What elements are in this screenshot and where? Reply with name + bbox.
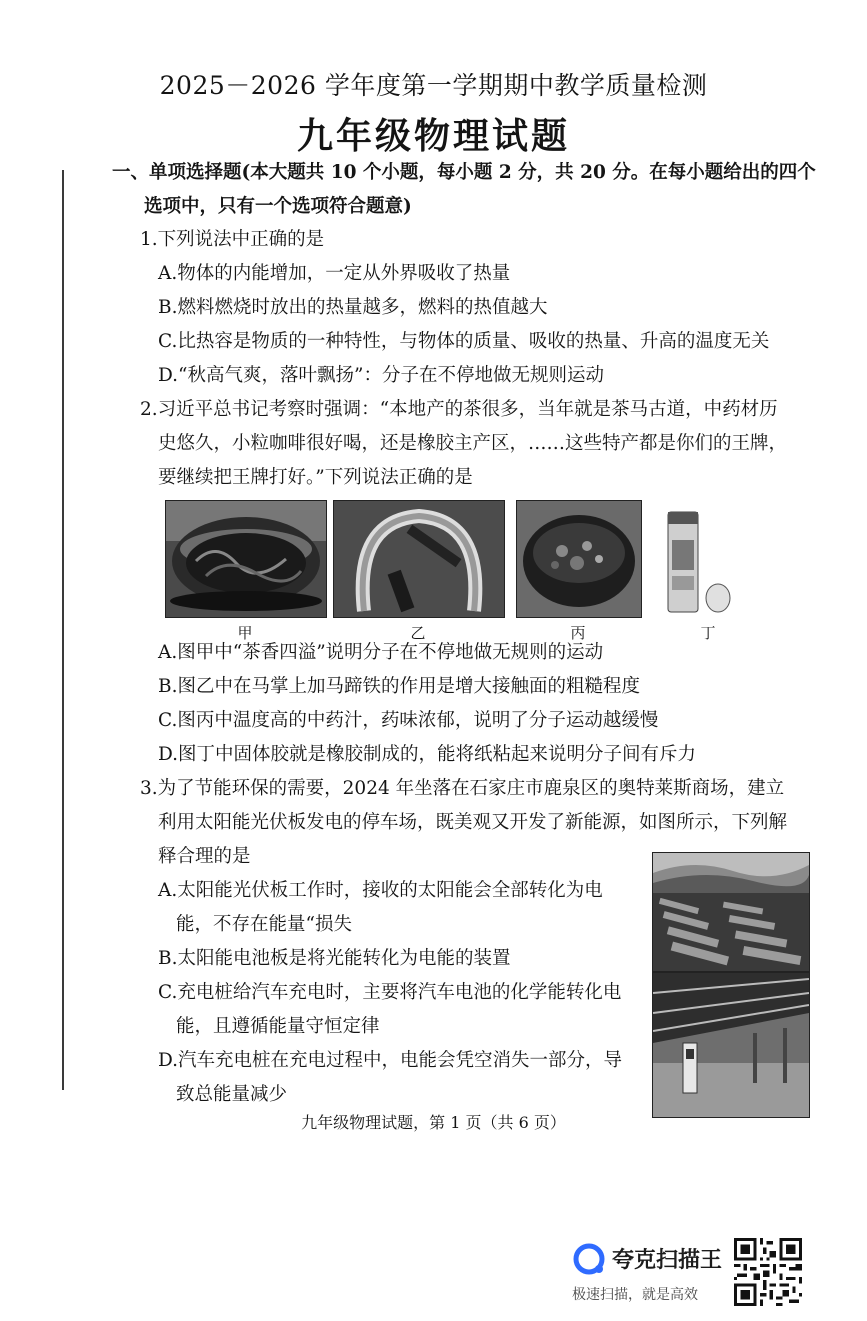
caption-ding: 丁 [700, 624, 716, 642]
watermark-brand: 夸克扫描王 [612, 1248, 723, 1273]
photo-herbal-medicine [516, 500, 642, 618]
page-footer: 九年级物理试题，第 1 页（共 6 页） [301, 1113, 566, 1132]
q1-stem: 1.下列说法中正确的是 [140, 229, 325, 250]
section-heading-line2: 选项中，只有一个选项符合题意) [144, 196, 412, 217]
q1-option-c: C.比热容是物质的一种特性，与物体的质量、吸收的热量、升高的温度无关 [158, 331, 770, 352]
qr-code-icon [734, 1238, 802, 1306]
quark-logo-icon [572, 1242, 606, 1276]
binding-margin-line [62, 170, 64, 1090]
q3-stem-line1: 3.为了节能环保的需要，2024 年坐落在石家庄市鹿泉区的奥特莱斯商场，建立 [140, 778, 785, 799]
photo-charging-station [652, 972, 810, 1118]
q2-stem-line2: 史悠久，小粒咖啡很好喝，还是橡胶主产区，……这些特产都是你们的王牌， [158, 433, 788, 454]
q2-option-b: B.图乙中在马掌上加马蹄铁的作用是增大接触面的粗糙程度 [158, 676, 640, 697]
q3-option-b: B.太阳能电池板是将光能转化为电能的装置 [158, 948, 511, 969]
q3-stem-line2: 利用太阳能光伏板发电的停车场，既美观又开发了新能源，如图所示，下列解 [158, 812, 788, 833]
photo-tea-bowl [165, 500, 327, 618]
q1-option-a: A.物体的内能增加，一定从外界吸收了热量 [158, 263, 511, 284]
caption-jia: 甲 [237, 624, 253, 642]
q3-option-a-line2: 能，不存在能量“损失 [176, 914, 352, 935]
photo-glue-stick [664, 510, 736, 616]
q1-option-d: D.“秋高气爽，落叶飘扬”：分子在不停地做无规则运动 [158, 365, 604, 386]
watermark-slogan: 极速扫描，就是高效 [572, 1287, 698, 1303]
photo-horseshoe [333, 500, 505, 618]
q3-option-d-line2: 致总能量减少 [176, 1084, 288, 1105]
exam-subtitle: 九年级物理试题 [296, 115, 570, 157]
q2-stem-line3: 要继续把王牌打好。”下列说法正确的是 [158, 467, 473, 488]
photo-solar-parking-aerial [652, 852, 810, 972]
q2-option-c: C.图丙中温度高的中药汁，药味浓郁，说明了分子运动越缓慢 [158, 710, 659, 731]
exam-title: 2025－2026 学年度第一学期期中教学质量检测 [159, 71, 708, 100]
q3-option-a-line1: A.太阳能光伏板工作时，接收的太阳能会全部转化为电 [158, 880, 603, 901]
q3-option-c-line1: C.充电桩给汽车充电时，主要将汽车电池的化学能转化电 [158, 982, 622, 1003]
q2-stem-line1: 2.习近平总书记考察时强调：“本地产的茶很多，当年就是茶马古道，中药材历 [140, 399, 778, 420]
q2-option-a: A.图甲中“茶香四溢”说明分子在不停地做无规则的运动 [158, 642, 604, 663]
q1-option-b: B.燃料燃烧时放出的热量越多，燃料的热值越大 [158, 297, 548, 318]
q3-option-c-line2: 能，且遵循能量守恒定律 [176, 1016, 380, 1037]
q3-stem-line3: 释合理的是 [158, 846, 251, 867]
caption-yi: 乙 [410, 624, 426, 642]
q3-option-d-line1: D.汽车充电桩在充电过程中，电能会凭空消失一部分，导 [158, 1050, 623, 1071]
section-heading-line1: 一、单项选择题(本大题共 10 个小题，每小题 2 分，共 20 分。在每小题给出的四个 [112, 162, 816, 183]
caption-bing: 丙 [570, 624, 586, 642]
q2-option-d: D.图丁中固体胶就是橡胶制成的，能将纸粘起来说明分子间有斥力 [158, 744, 697, 765]
